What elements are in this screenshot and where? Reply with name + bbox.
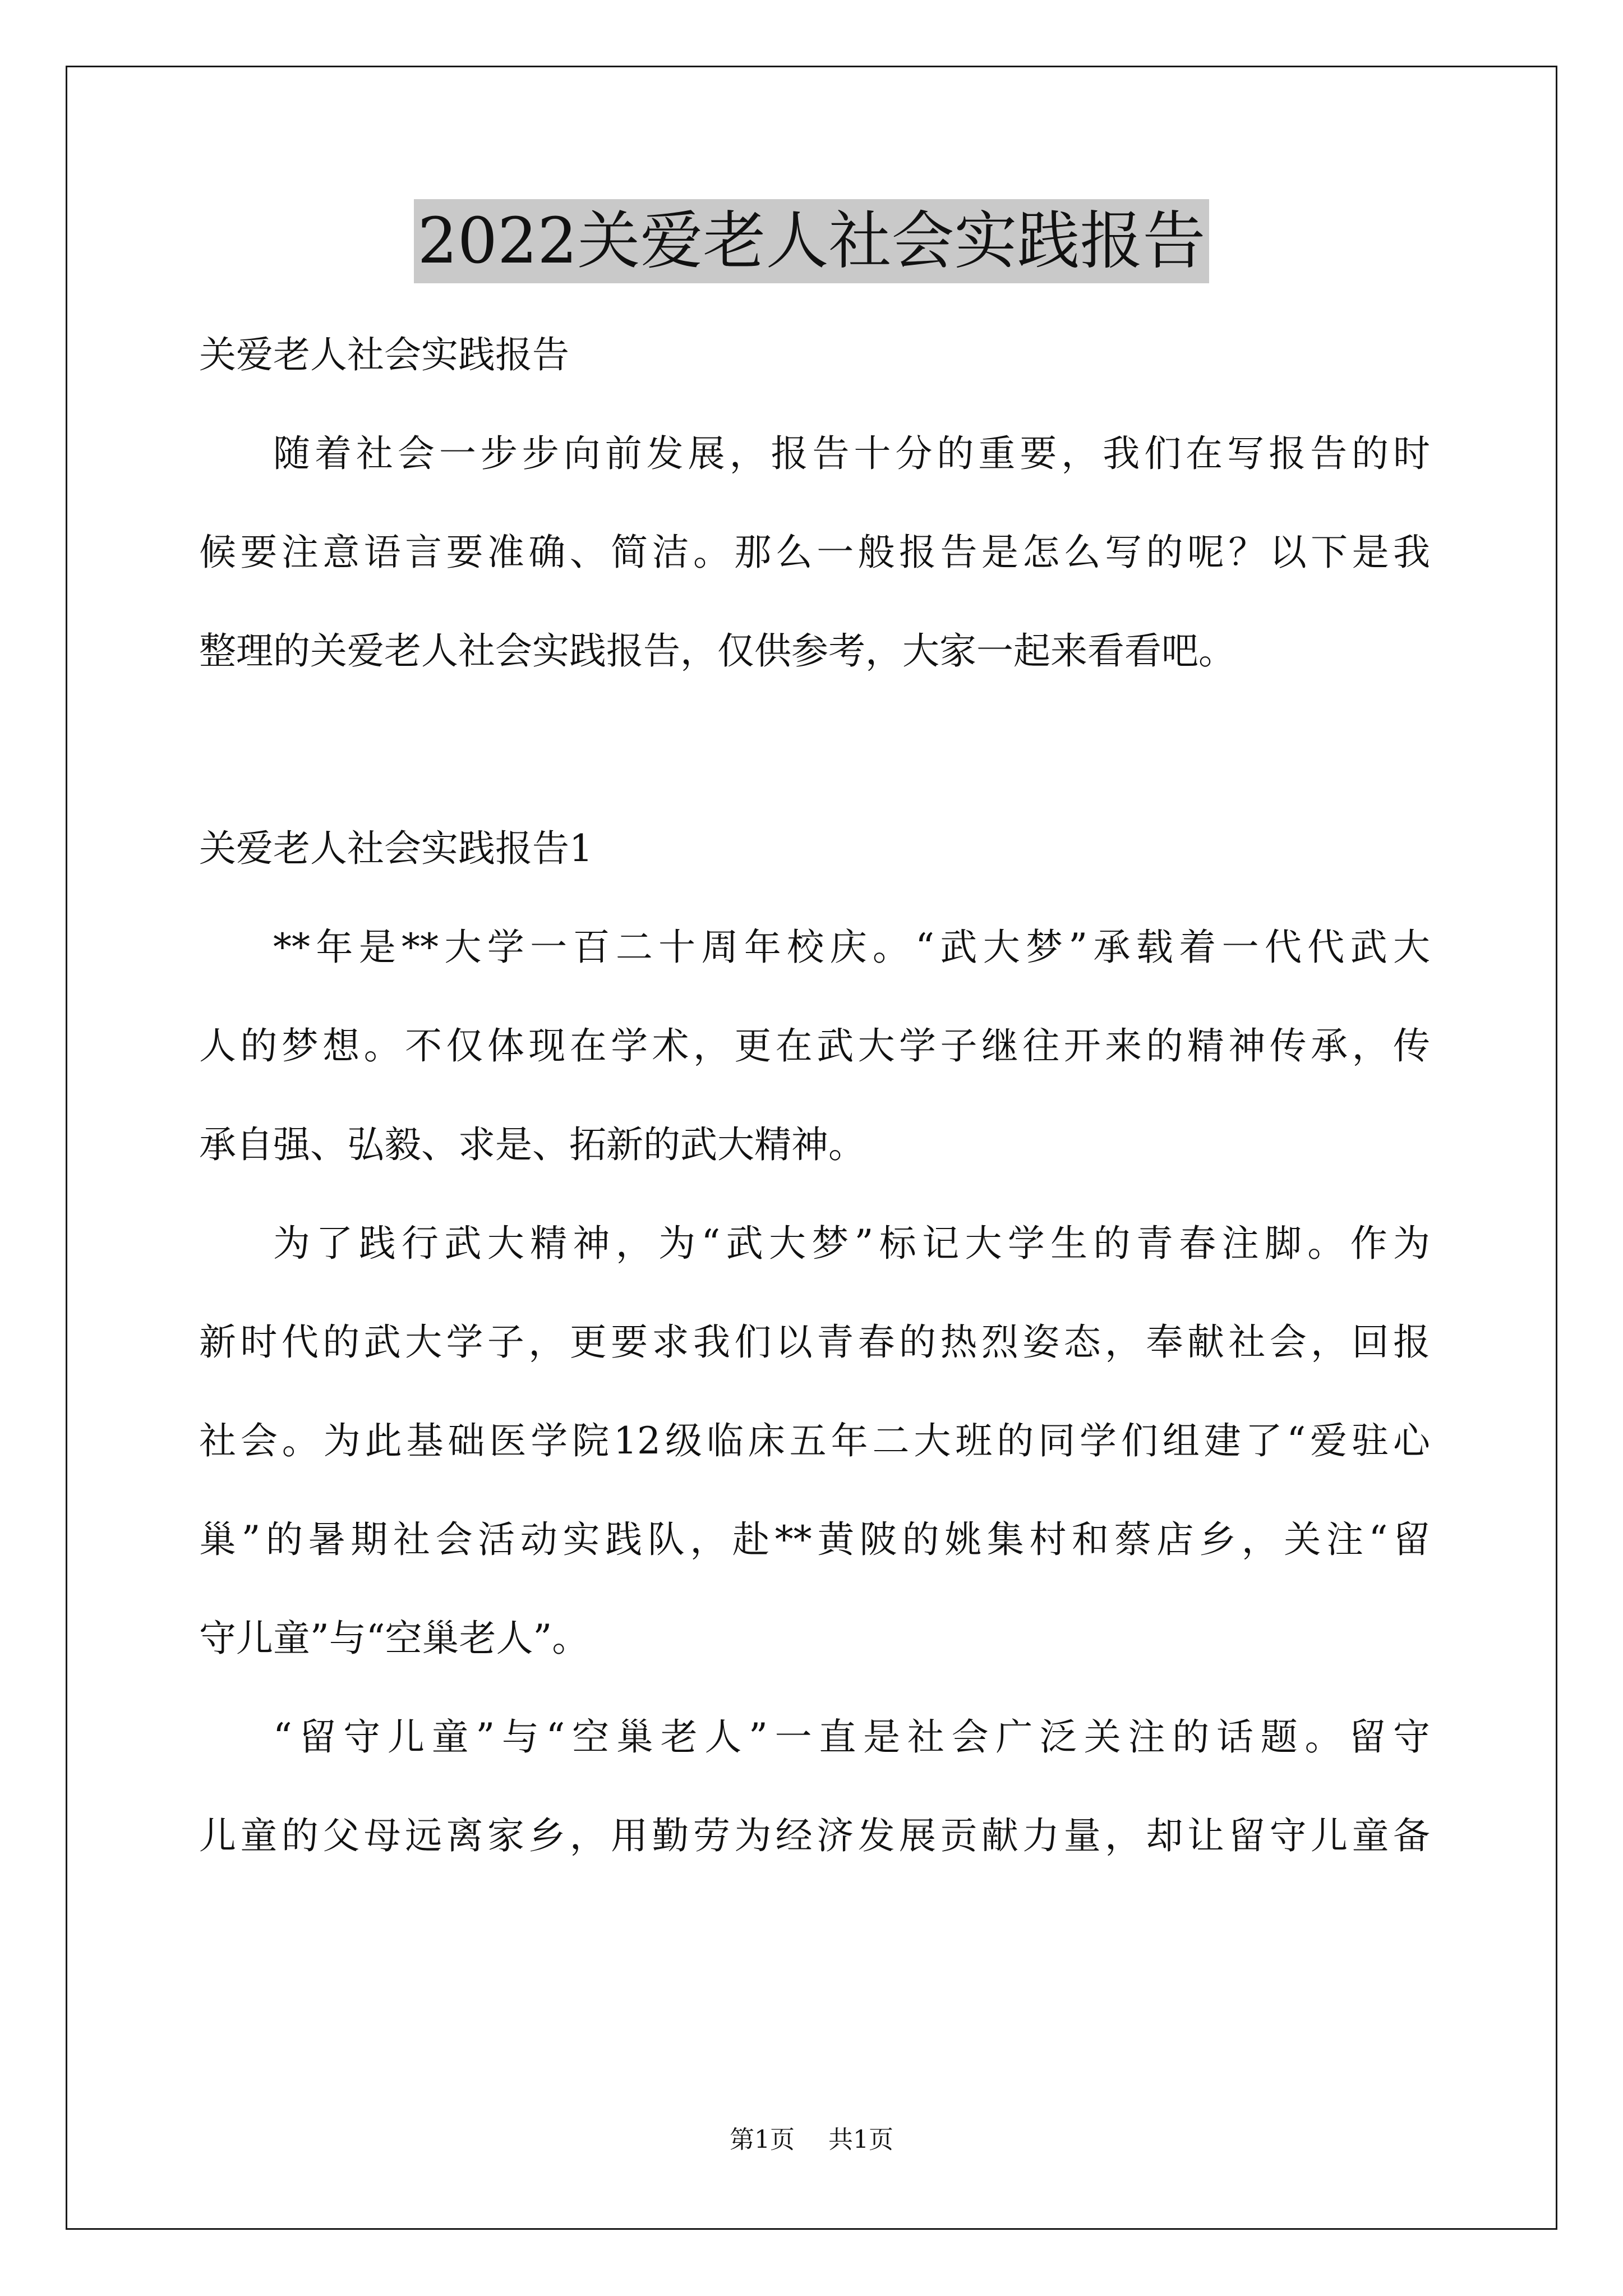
- paragraph-line: 儿童的父母远离家乡，用勤劳为经济发展贡献力量，却让留守儿童备: [199, 1814, 1430, 1857]
- subtitle: 关爱老人社会实践报告: [199, 333, 569, 376]
- paragraph-line: 候要注意语言要准确、简洁。那么一般报告是怎么写的呢？以下是我: [199, 531, 1430, 574]
- document-body: [199, 306, 1430, 1885]
- title-container: [0, 199, 1623, 283]
- document-title: 2022关爱老人社会实践报告: [414, 199, 1209, 283]
- paragraph-line: 随着社会一步步向前发展，报告十分的重要，我们在写报告的时: [273, 432, 1430, 475]
- paragraph-line: 为了践行武大精神，为“武大梦”标记大学生的青春注脚。作为: [273, 1222, 1430, 1265]
- paragraph-line: 社会。为此基础医学院12级临床五年二大班的同学们组建了“爱驻心: [199, 1419, 1430, 1462]
- paragraph-line: 守儿童”与“空巢老人”。: [199, 1617, 589, 1660]
- page-footer: [0, 2123, 1623, 2157]
- paragraph-line: **年是**大学一百二十周年校庆。“武大梦”承载着一代代武大: [273, 926, 1430, 969]
- section-heading: 关爱老人社会实践报告1: [199, 827, 593, 870]
- paragraph-line: 人的梦想。不仅体现在学术，更在武大学子继往开来的精神传承，传: [199, 1024, 1430, 1068]
- paragraph-line: 整理的关爱老人社会实践报告，仅供参考，大家一起来看看吧。: [199, 629, 1235, 673]
- page-total: 共1页: [828, 2125, 893, 2154]
- paragraph-line: 承自强、弘毅、求是、拓新的武大精神。: [199, 1123, 865, 1166]
- paragraph-line: “留守儿童”与“空巢老人”一直是社会广泛关注的话题。留守: [273, 1715, 1430, 1759]
- blank-gap: [199, 701, 1430, 799]
- paragraph-line: 巢”的暑期社会活动实践队，赴**黄陂的姚集村和蔡店乡，关注“留: [199, 1518, 1430, 1561]
- paragraph-line: 新时代的武大学子，更要求我们以青春的热烈姿态，奉献社会，回报: [199, 1320, 1430, 1364]
- page-number: 第1页: [730, 2125, 795, 2154]
